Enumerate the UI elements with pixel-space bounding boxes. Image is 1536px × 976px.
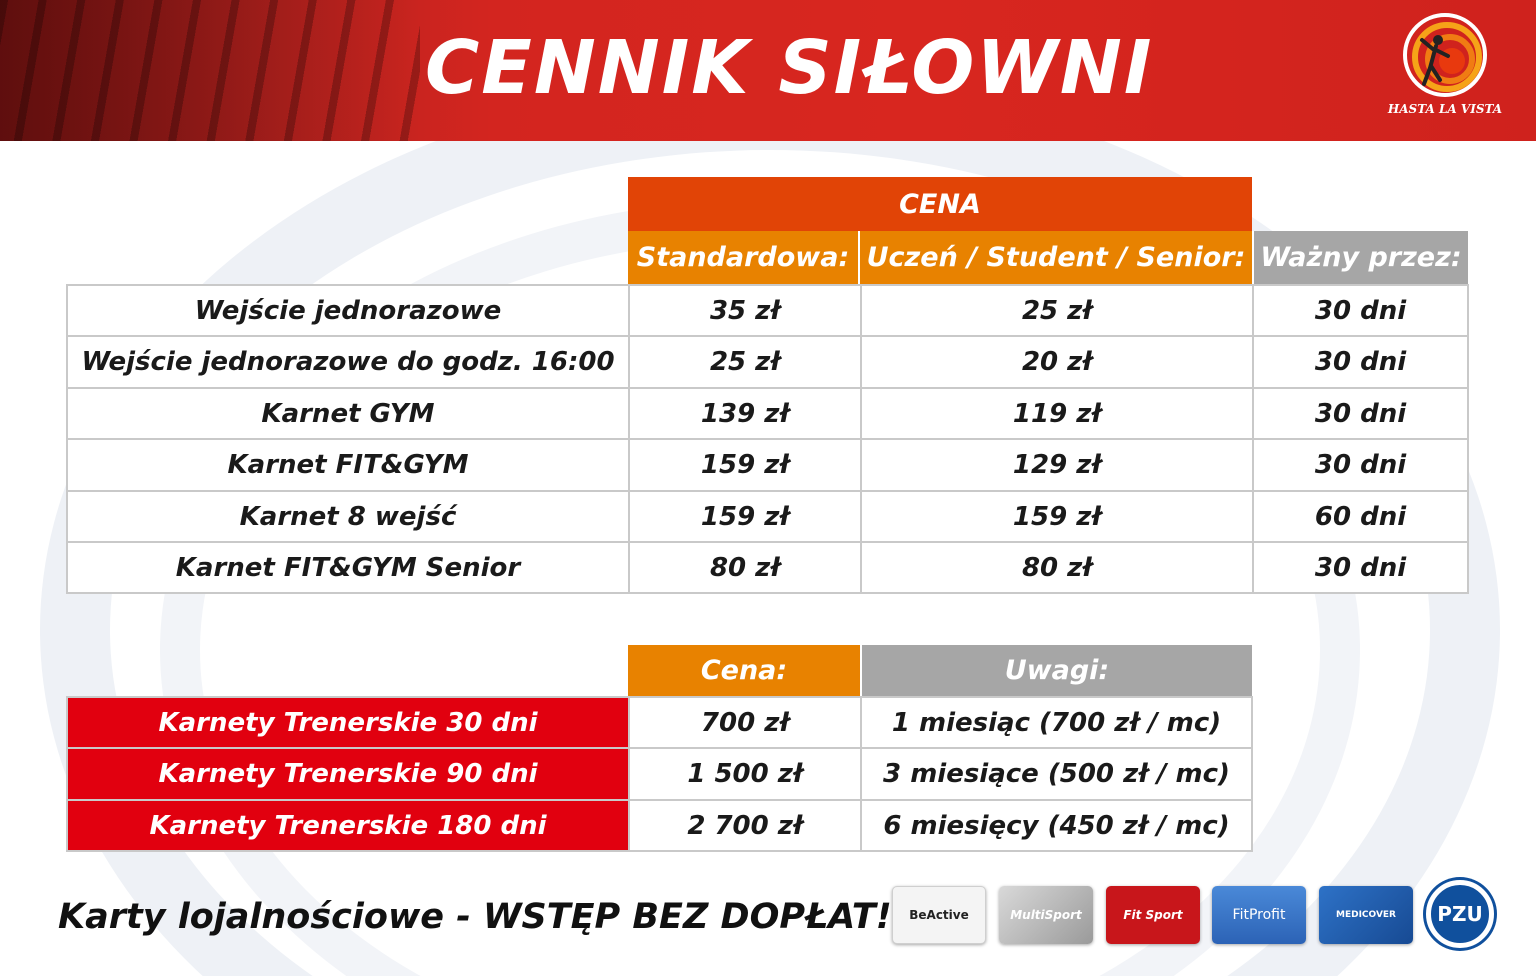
- row-reduced-price: 20 zł: [862, 337, 1254, 389]
- table-row: [68, 389, 1467, 440]
- row-standard-price: 80 zł: [630, 543, 862, 592]
- header-banner: [0, 0, 1536, 141]
- trainer-row-name: Karnety Trenerskie 90 dni: [68, 749, 630, 801]
- beactive-card: BeActive: [892, 886, 986, 944]
- row-validity: 30 dni: [1254, 543, 1467, 592]
- page-title: CENNIK SIŁOWNI: [425, 25, 1154, 111]
- column-header-valid: Ważny przez:: [1252, 231, 1468, 284]
- row-name: Wejście jednorazowe: [68, 286, 630, 337]
- gym-photo-background: [0, 0, 420, 141]
- row-name: Karnet FIT&GYM: [68, 440, 630, 492]
- trainer-row-note: 6 miesięcy (450 zł / mc): [862, 801, 1251, 850]
- row-validity: 30 dni: [1254, 440, 1467, 492]
- row-name: Karnet FIT&GYM Senior: [68, 543, 630, 592]
- row-standard-price: 159 zł: [630, 440, 862, 492]
- trainer-column-header-price: Cena:: [628, 645, 860, 696]
- trainer-table: [66, 696, 1253, 852]
- row-validity: 30 dni: [1254, 389, 1467, 440]
- table-row: [68, 492, 1467, 543]
- row-reduced-price: 80 zł: [862, 543, 1254, 592]
- athlete-logo-icon: [1400, 10, 1490, 100]
- loyalty-cards-text: Karty lojalnościowe - WSTĘP BEZ DOPŁAT!: [58, 897, 892, 937]
- table-row: [68, 286, 1467, 337]
- medicover-card: MEDICOVER: [1319, 886, 1413, 944]
- fitprofit-card: FitProfit: [1212, 886, 1306, 944]
- trainer-row-name: Karnety Trenerskie 180 dni: [68, 801, 630, 850]
- row-reduced-price: 25 zł: [862, 286, 1254, 337]
- table-row: [68, 337, 1467, 389]
- table-row: [68, 440, 1467, 492]
- trainer-row-name: Karnety Trenerskie 30 dni: [68, 698, 630, 749]
- row-name: Wejście jednorazowe do godz. 16:00: [68, 337, 630, 389]
- logo-text: HASTA LA VISTA: [1387, 102, 1503, 116]
- pzu-logo: PZU: [1426, 880, 1494, 948]
- price-table: [66, 284, 1469, 594]
- trainer-row-price: 700 zł: [630, 698, 862, 749]
- row-validity: 30 dni: [1254, 286, 1467, 337]
- row-standard-price: 25 zł: [630, 337, 862, 389]
- trainer-column-header-notes: Uwagi:: [860, 645, 1252, 696]
- trainer-row-price: 1 500 zł: [630, 749, 862, 801]
- row-standard-price: 159 zł: [630, 492, 862, 543]
- row-validity: 60 dni: [1254, 492, 1467, 543]
- multisport-card: MultiSport: [999, 886, 1093, 944]
- table-row: [68, 801, 1251, 850]
- row-name: Karnet GYM: [68, 389, 630, 440]
- table-row: [68, 698, 1251, 749]
- brand-logo: [1380, 10, 1510, 130]
- row-standard-price: 35 zł: [630, 286, 862, 337]
- row-reduced-price: 119 zł: [862, 389, 1254, 440]
- table-row: [68, 749, 1251, 801]
- fitsport-card: Fit Sport: [1106, 886, 1200, 944]
- row-standard-price: 139 zł: [630, 389, 862, 440]
- price-group-header: CENA: [628, 177, 1252, 231]
- row-reduced-price: 159 zł: [862, 492, 1254, 543]
- row-reduced-price: 129 zł: [862, 440, 1254, 492]
- row-validity: 30 dni: [1254, 337, 1467, 389]
- table-row: [68, 543, 1467, 592]
- trainer-row-note: 3 miesiące (500 zł / mc): [862, 749, 1251, 801]
- trainer-row-note: 1 miesiąc (700 zł / mc): [862, 698, 1251, 749]
- column-header-standard: Standardowa:: [628, 231, 860, 284]
- trainer-row-price: 2 700 zł: [630, 801, 862, 850]
- column-header-reduced: Uczeń / Student / Senior:: [860, 231, 1252, 284]
- row-name: Karnet 8 wejść: [68, 492, 630, 543]
